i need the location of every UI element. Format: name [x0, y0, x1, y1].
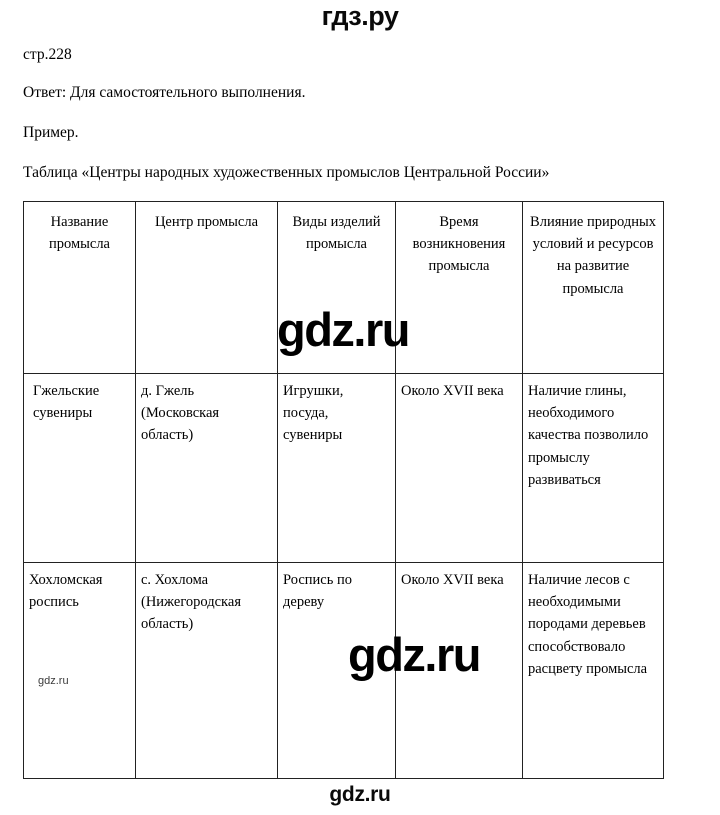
- cell-name: [24, 374, 136, 563]
- table-body: [24, 374, 664, 779]
- cell-origin: Около XVII века: [396, 563, 523, 779]
- watermark-footer: gdz.ru: [329, 783, 391, 806]
- column-header-origin: Время возникновения промысла: [396, 202, 523, 374]
- cell-center: д. Гжель (Московская область): [136, 374, 278, 563]
- example-label: Пример.: [23, 123, 79, 141]
- crafts-table: [23, 201, 664, 779]
- table-row: [24, 563, 664, 779]
- document-body: [23, 44, 664, 779]
- watermark-large-lower: gdz.ru: [348, 628, 480, 681]
- site-logo: гдз.ру: [321, 1, 399, 31]
- cell-origin: Около XVII века: [396, 374, 523, 563]
- cell-name: Хохломская роспись: [24, 563, 136, 779]
- cell-influence: Наличие лесов с необходимыми породами деревьев способствовало расцвету промысла: [523, 563, 664, 779]
- cell-products: Роспись по дереву: [278, 563, 396, 779]
- column-header-name: Название промысла: [24, 202, 136, 374]
- table-row: [24, 374, 664, 563]
- cell-center: с. Хохлома (Нижегородская область): [136, 563, 278, 779]
- column-header-center: Центр промысла: [136, 202, 278, 374]
- watermark-large-upper: gdz.ru: [277, 303, 409, 356]
- cell-name-text: Гжельские сувениры: [33, 383, 100, 422]
- answer-line: Ответ: Для самостоятельного выполнения.: [23, 84, 306, 102]
- table-head: [24, 202, 664, 374]
- table-header-row: [24, 202, 664, 374]
- cell-products: Игрушки, посуда, сувениры: [278, 374, 396, 563]
- page-number-label: стр.228: [23, 46, 72, 63]
- column-header-influence: Влияние природных условий и ресурсов на развитие промысла: [523, 202, 664, 374]
- cell-influence: Наличие глины, необходимого качества позволило промыслу развиваться: [523, 374, 664, 563]
- watermark-small: gdz.ru: [38, 675, 69, 687]
- table-caption: Таблица «Центры народных художественных промыслов Центральной России»: [23, 164, 550, 182]
- column-header-products: Виды изделий промысла: [278, 202, 396, 374]
